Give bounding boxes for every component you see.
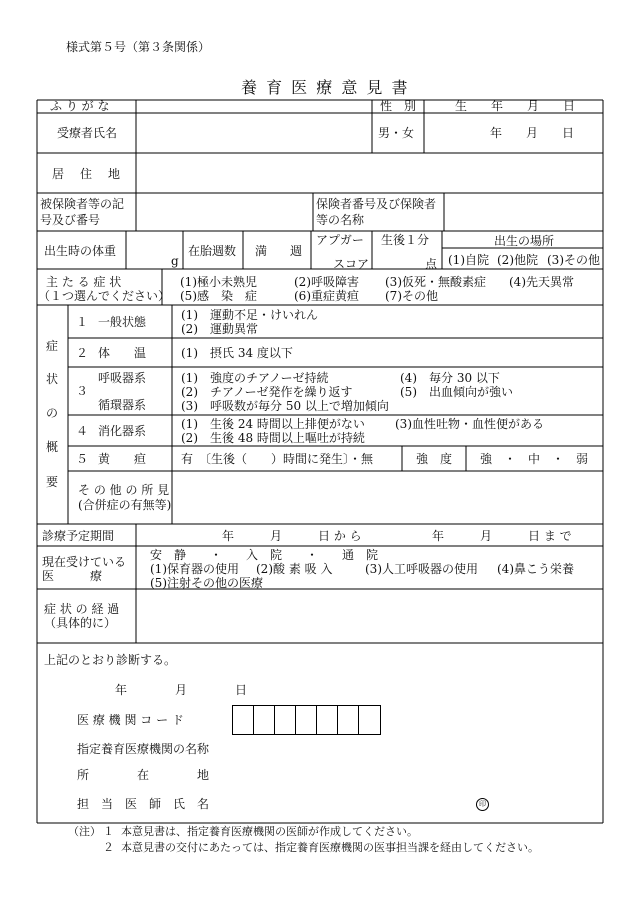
symptom-option-1[interactable]: (1)極小未熟児 [180,275,257,289]
birth-place-other[interactable]: (3)その他 [547,253,600,267]
main-symptom-instruction: （１つ選んでください） [38,289,171,303]
row4-option-1[interactable]: (1) 生後 24 時間以上排便がない [181,417,365,431]
row1-option-2[interactable]: (2) 運動異常 [181,322,258,336]
insurer-label-1: 保険者番号及び保険者 [316,197,437,211]
note-2-number: ２ [103,841,114,854]
institution-name-label: 指定養育医療機関の名称 [77,742,210,756]
row3-option-4[interactable]: (4) 毎分 30 以下 [400,371,500,385]
institution-address-label: 所 在 地 [77,768,210,782]
diagnosis-date: 年 月 日 [115,683,248,697]
seal-mark: 印 [476,798,489,811]
furigana-label: ふ り が な [50,99,110,113]
course-sublabel: （具体的に） [44,616,117,630]
code-digit-box[interactable] [274,705,296,735]
period-from: 年 月 日 か ら [222,529,362,543]
dob-date: 年 月 日 [490,126,575,140]
current-treatment-sublabel: 医 療 [42,569,103,583]
apgar-unit: 点 [425,257,438,271]
row3-label-respiratory: 呼吸器系 [98,371,147,385]
symptom-option-3[interactable]: (3)仮死・無酸素症 [385,275,486,289]
gestation-full: 満 [255,244,268,258]
row5-degree-options[interactable]: 強 ・ 中 ・ 弱 [480,452,589,466]
birth-place-other-hospital[interactable]: (2)他院 [497,253,538,267]
row5-degree-label: 強 度 [416,452,453,466]
row3-option-2[interactable]: (2) チアノーゼ発作を繰り返す [181,385,353,399]
note-1-number: １ [103,825,114,838]
row2-number: ２ [76,346,89,360]
treatment-option-1[interactable]: (1)保育器の使用 [150,562,239,576]
gestation-label: 在胎週数 [188,244,237,258]
dob-label: 生 年 月 日 [455,99,576,113]
summary-side-3: の [46,406,59,420]
symptom-option-7[interactable]: (7)その他 [385,289,438,303]
birth-weight-unit: g [171,254,179,268]
treatment-option-2[interactable]: (2)酸 素 吸 入 [256,562,333,576]
code-digit-box[interactable] [253,705,275,735]
form-title: 養 育 医 療 意 見 書 [241,78,410,97]
notes-prefix: （注） [68,825,101,838]
symptom-option-6[interactable]: (6)重症黄疸 [294,289,359,303]
row1-number: １ [76,315,89,329]
treatment-setting-options[interactable]: 安 静 ・ 入 院 ・ 通 院 [150,548,379,562]
insured-label-2: 号及び番号 [40,213,101,227]
period-to: 年 月 日 ま で [432,529,572,543]
main-symptom-label: 主 た る 症 状 [46,275,122,289]
form-number: 様式第５号（第３条関係） [66,40,211,54]
row4-number: ４ [76,424,89,438]
birth-place-own[interactable]: (1)自院 [448,253,489,267]
summary-side-1: 症 [46,339,59,353]
other-findings-label: そ の 他 の 所 見 [78,483,170,497]
symptom-option-2[interactable]: (2)呼吸障害 [294,275,359,289]
diagnosis-statement: 上記のとおり診断する。 [44,653,177,667]
symptom-option-4[interactable]: (4)先天異常 [509,275,574,289]
row5-number: ５ [76,452,89,466]
row3-option-5[interactable]: (5) 出血傾向が強い [400,385,513,399]
code-digit-box[interactable] [232,705,254,735]
row3-label-circulatory: 循環器系 [98,398,147,412]
row4-option-2[interactable]: (2) 生後 48 時間以上嘔吐が持続 [181,431,365,445]
row2-label: 体 温 [98,346,147,360]
row4-option-3[interactable]: (3)血性吐物・血性便がある [395,417,544,431]
current-treatment-label: 現在受けている [42,555,127,569]
course-label: 症 状 の 経 過 [44,602,120,616]
address-label: 居 住 地 [52,167,123,181]
row4-label: 消化器系 [98,424,147,438]
apgar-label: アプガー [316,233,364,247]
treatment-option-4[interactable]: (4)鼻こう栄養 [497,562,574,576]
sex-options[interactable]: 男・女 [378,126,415,140]
other-findings-sublabel: (合併症の有無等) [78,498,172,512]
birth-weight-label: 出生時の体重 [44,244,117,258]
apgar-score-label: スコア [333,257,370,271]
patient-name-label: 受療者氏名 [57,126,118,140]
code-digit-box[interactable] [358,705,381,735]
note-2: 本意見書の交付にあたっては、指定養育医療機関の医事担当課を経由してください。 [121,841,539,854]
row5-jaundice-onset[interactable]: 有 〔生後（ ）時間に発生〕・無 [181,452,374,466]
summary-side-4: 概 [46,440,59,454]
sex-label: 性 別 [380,99,417,113]
summary-side-5: 要 [46,475,59,489]
row3-number: ３ [76,384,89,398]
institution-code-label: 医 療 機 関 コ ー ド [77,713,184,727]
row1-label: 一般状態 [98,315,147,329]
code-digit-box[interactable] [295,705,317,735]
row3-option-3[interactable]: (3) 呼吸数が毎分 50 以上で増加傾向 [181,399,389,413]
row5-label: 黄 疸 [98,452,147,466]
insured-label-1: 被保険者等の記 [40,197,125,211]
code-digit-box[interactable] [316,705,338,735]
summary-side-2: 状 [46,372,59,386]
insurer-label-2: 等の名称 [316,213,365,227]
birth-place-label: 出生の場所 [494,234,555,248]
code-digit-box[interactable] [337,705,359,735]
row1-option-1[interactable]: (1) 運動不足・けいれん [181,308,318,322]
symptom-option-5[interactable]: (5)感 染 症 [180,289,257,303]
row2-option-1[interactable]: (1) 摂氏 34 度以下 [181,346,293,360]
doctor-name-label: 担 当 医 師 氏 名 [77,797,210,811]
note-1: 本意見書は、指定養育医療機関の医師が作成してください。 [121,825,418,838]
apgar-minute-label: 生後１分 [381,233,430,247]
gestation-unit: 週 [290,244,303,258]
treatment-option-5[interactable]: (5)注射その他の医療 [150,576,263,590]
period-label: 診療予定期間 [42,529,115,543]
row3-option-1[interactable]: (1) 強度のチアノーゼ持続 [181,371,329,385]
treatment-option-3[interactable]: (3)人工呼吸器の使用 [365,562,478,576]
